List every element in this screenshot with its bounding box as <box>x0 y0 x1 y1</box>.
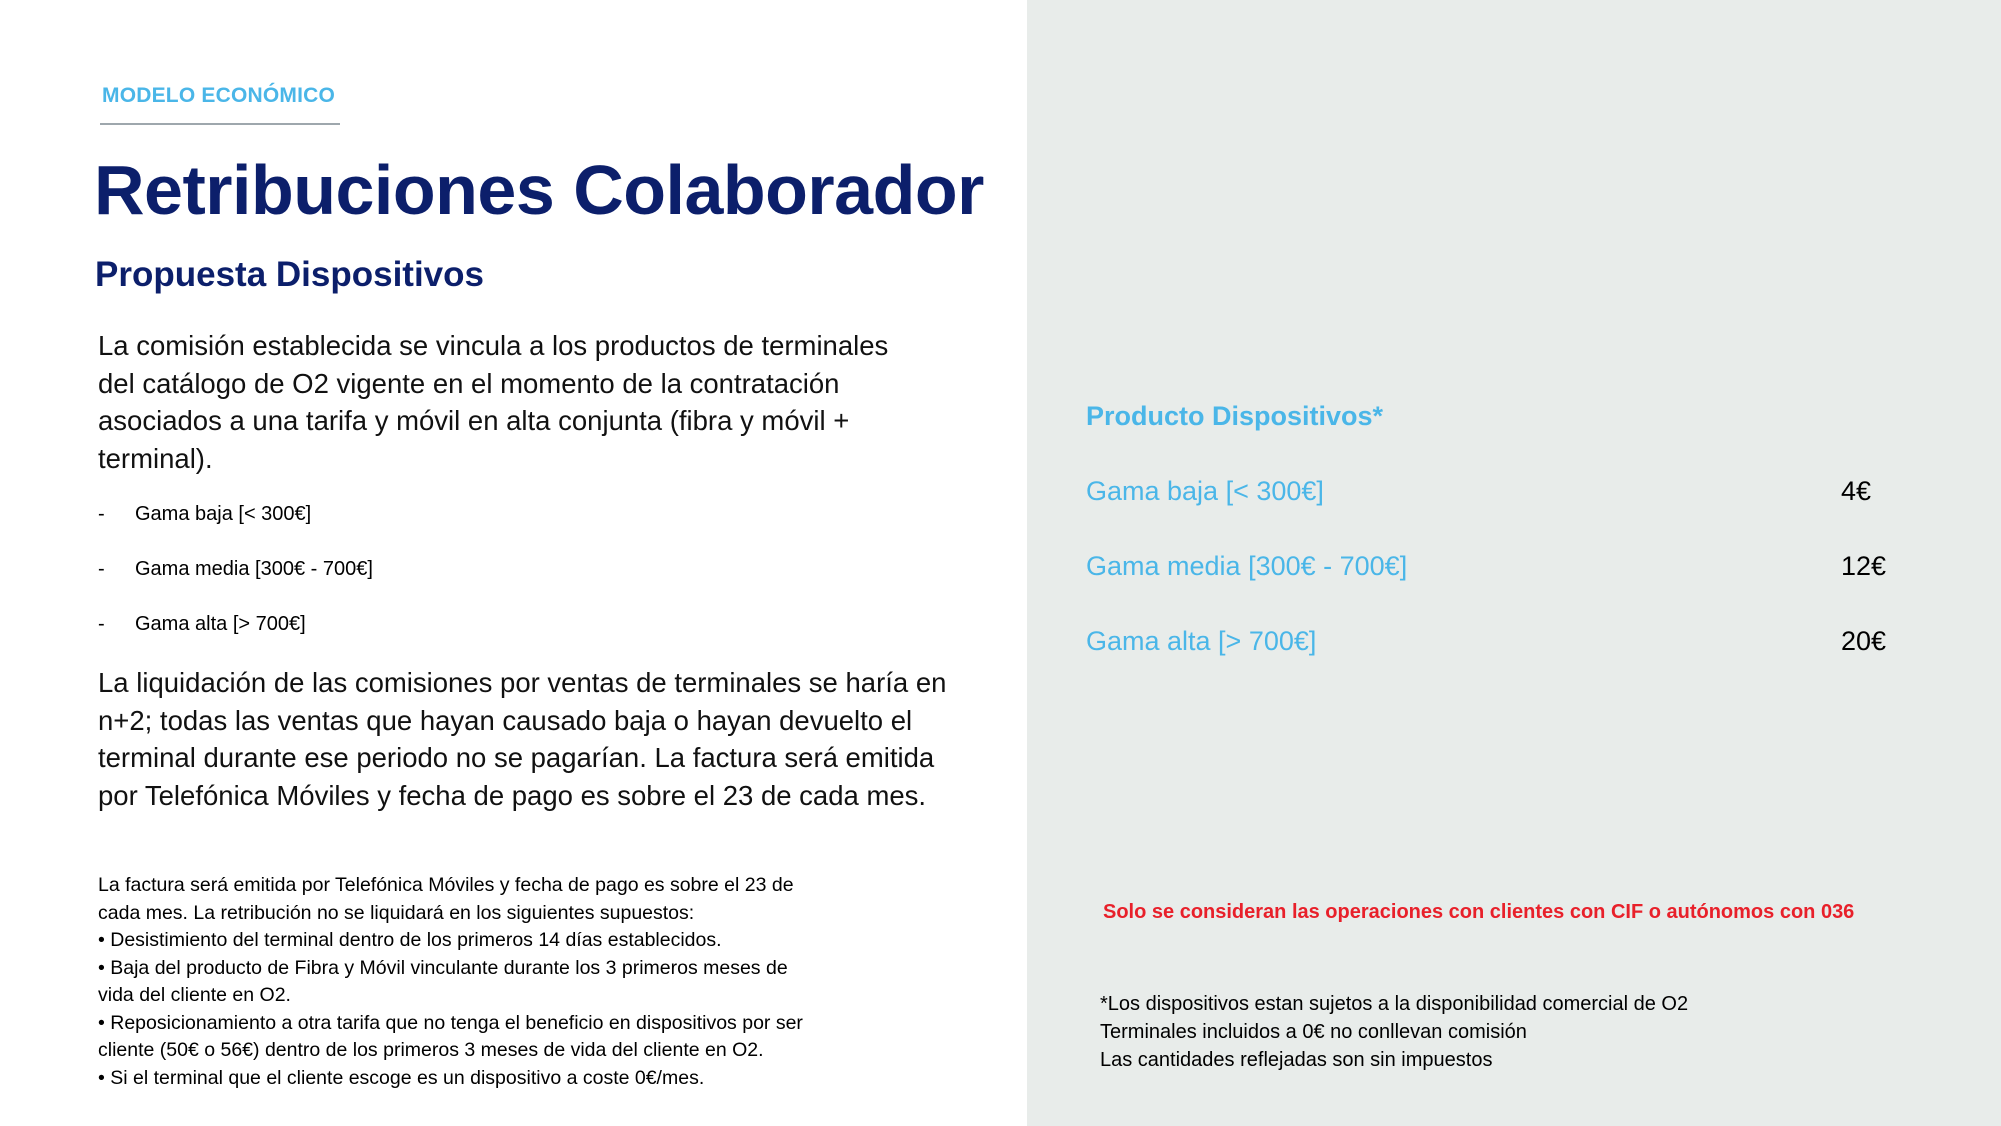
price-row-label: Gama media [300€ - 700€] <box>1086 551 1408 581</box>
liquidation-paragraph: La liquidación de las comisiones por ventas de terminales se haría en n+2; todas las ventas que hayan causado baja o hayan devuelto el terminal durante ese periodo no se pagarían. La factura será emitida por Telefónica Móviles y fecha de pago es sobre el 23 de cada mes. <box>98 667 947 811</box>
bullet-dash: - <box>98 558 105 580</box>
price-row-label: Gama baja [< 300€] <box>1086 476 1324 506</box>
fine-print-line: cada mes. La retribución no se liquidará en los siguientes supuestos: <box>98 901 695 924</box>
fine-print-line: • Baja del producto de Fibra y Móvil vinculante durante los 3 primeros meses de <box>98 956 788 979</box>
cif-requirement-note: Solo se consideran las operaciones con clientes con CIF o autónomos con 036 <box>1103 901 1855 923</box>
fine-print-line: La factura será emitida por Telefónica Móviles y fecha de pago es sobre el 23 de <box>98 874 794 896</box>
bullet-text: Gama baja [< 300€] <box>135 503 312 525</box>
footnotes <box>1100 990 1688 1074</box>
footnote-line: Terminales incluidos a 0€ no conllevan comisión <box>1100 1021 1527 1043</box>
price-row-value: 20€ <box>1841 626 1887 656</box>
price-row-label: Gama alta [> 700€] <box>1086 626 1317 656</box>
intro-paragraph: La comisión establecida se vincula a los productos de terminales del catálogo de O2 vigente en el momento de la contratación asociados a una tarifa y móvil en alta conjunta (fibra y móvil + terminal). <box>98 330 889 474</box>
price-row-value: 12€ <box>1841 551 1887 581</box>
fine-print-line: vida del cliente en O2. <box>98 984 291 1006</box>
price-row-gama-alta <box>1086 626 1946 666</box>
section-divider <box>100 123 340 125</box>
section-label: MODELO ECONÓMICO <box>102 84 336 107</box>
bullet-dash: - <box>98 613 105 635</box>
fine-print <box>98 872 898 1092</box>
page-subtitle: Propuesta Dispositivos <box>95 255 484 294</box>
footnote-line: Las cantidades reflejadas son sin impuestos <box>1100 1049 1493 1071</box>
bullet-text: Gama alta [> 700€] <box>135 613 306 635</box>
bullet-dash: - <box>98 503 105 525</box>
product-heading: Producto Dispositivos* <box>1086 401 1384 431</box>
fine-print-line: • Si el terminal que el cliente escoge es un dispositivo a coste 0€/mes. <box>98 1066 705 1089</box>
price-row-gama-media <box>1086 551 1946 591</box>
page-title: Retribuciones Colaborador <box>94 151 984 229</box>
bullet-text: Gama media [300€ - 700€] <box>135 558 373 580</box>
price-row-gama-baja <box>1086 476 1946 516</box>
fine-print-line: cliente (50€ o 56€) dentro de los primeros 3 meses de vida del cliente en O2. <box>98 1039 764 1061</box>
price-row-value: 4€ <box>1841 476 1872 506</box>
fine-print-line: • Desistimiento del terminal dentro de los primeros 14 días establecidos. <box>98 929 722 951</box>
footnote-line: *Los dispositivos estan sujetos a la disponibilidad comercial de O2 <box>1100 993 1689 1015</box>
fine-print-line: • Reposicionamiento a otra tarifa que no tenga el beneficio en dispositivos por ser <box>98 1011 803 1034</box>
